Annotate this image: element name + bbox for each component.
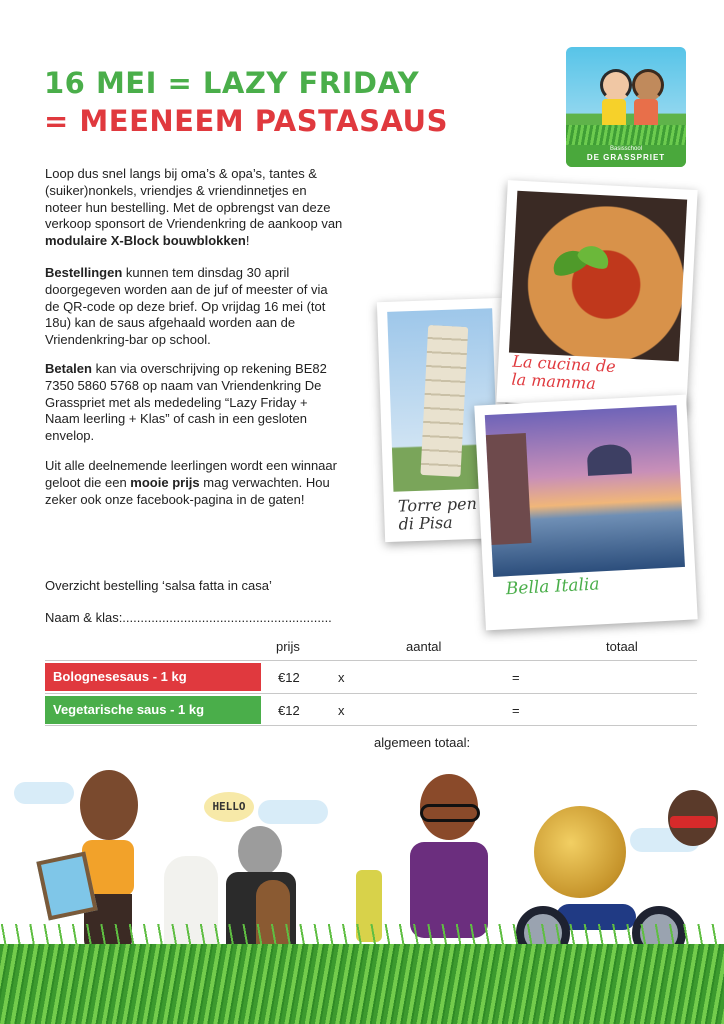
hello-speech-bubble: HELLO <box>204 792 254 822</box>
cloud-icon <box>258 800 328 824</box>
header-price: prijs <box>276 639 300 654</box>
venice-photo <box>474 395 697 631</box>
bolognese-price: €12 <box>278 670 300 685</box>
grass-icon <box>566 125 686 147</box>
name-class-field[interactable]: Naam & klas:.......................................................... <box>45 610 332 625</box>
logo-small-text: Basisschool <box>609 146 642 152</box>
pasta-photo <box>496 180 697 412</box>
cloud-icon <box>14 782 74 804</box>
bolognese-amount-field[interactable]: x <box>338 670 345 685</box>
order-overview-title: Overzicht bestelling ‘salsa fatta in casa’ <box>45 578 272 593</box>
table-divider <box>45 725 697 726</box>
payment-paragraph: Betalen kan via overschrijving op rekening BE82 7350 5860 5768 op naam van Vriendenkring De Grasspriet met als mededeling “Lazy Friday + Naam leerling + Klas” of cash in een gesloten envelop. <box>45 361 327 444</box>
header-total: totaal <box>606 639 638 654</box>
pisa-caption: Torre pen di Pisa <box>397 493 478 534</box>
venice-image <box>485 405 685 577</box>
boy-icon <box>632 69 664 101</box>
venice-caption: Bella Italia <box>505 574 600 600</box>
header-amount: aantal <box>406 639 442 654</box>
school-logo <box>566 47 686 167</box>
product-vegetarian-label: Vegetarische saus - 1 kg <box>45 696 261 724</box>
title-line-2: = MEENEEM PASTASAUS <box>44 104 448 138</box>
vegetarian-amount-field[interactable]: x <box>338 703 345 718</box>
intro-paragraph: Loop dus snel langs bij oma’s & opa’s, tantes & (suiker)nonkels, vriendjes & vriendinnetjes en noteer hun bestelling. Met de opbrengst van deze verkoop sponsort de Vriendenkring de aankoop van modulaire X-Block bouwblokken! <box>45 166 343 249</box>
girl-icon <box>600 69 632 101</box>
tower-icon <box>420 325 468 477</box>
grand-total-label: algemeen totaal: <box>374 735 471 750</box>
logo-name: DE GRASSPRIET <box>586 153 666 162</box>
vegetarian-total-field[interactable]: = <box>512 703 520 718</box>
grass-footer <box>0 944 724 1024</box>
title-line-1: 16 MEI = LAZY FRIDAY <box>44 66 420 100</box>
dome-icon <box>587 444 633 476</box>
bolognese-total-field[interactable]: = <box>512 670 520 685</box>
musician-icon <box>238 826 282 876</box>
vegetarian-price: €12 <box>278 703 300 718</box>
prize-paragraph: Uit alle deelnemende leerlingen wordt een winnaar geloot die een mooie prijs mag verwachten. Hou zeker ook onze facebook-pagina in de gaten! <box>45 458 337 507</box>
logo-band <box>566 145 686 167</box>
medal-icon <box>534 806 626 898</box>
orders-paragraph: Bestellingen kunnen tem dinsdag 30 april doorgegeven worden aan de juf of meester of via de QR-code op deze brief. Op vrijdag 16 mei (tot 18u) kan de saus afgehaald worden aan de Vriendenkring-bar op school. <box>45 265 328 348</box>
product-bolognese-label: Bolognesesaus - 1 kg <box>45 663 261 691</box>
sunglasses-icon <box>670 816 716 828</box>
teacher-woman-icon <box>80 770 138 840</box>
table-divider <box>45 693 697 694</box>
pasta-image <box>509 191 687 362</box>
table-divider <box>45 660 697 661</box>
pasta-caption: La cucina de la mamma <box>511 351 617 394</box>
glasses-icon <box>420 804 480 822</box>
cartoon-characters-scene <box>0 760 724 1024</box>
